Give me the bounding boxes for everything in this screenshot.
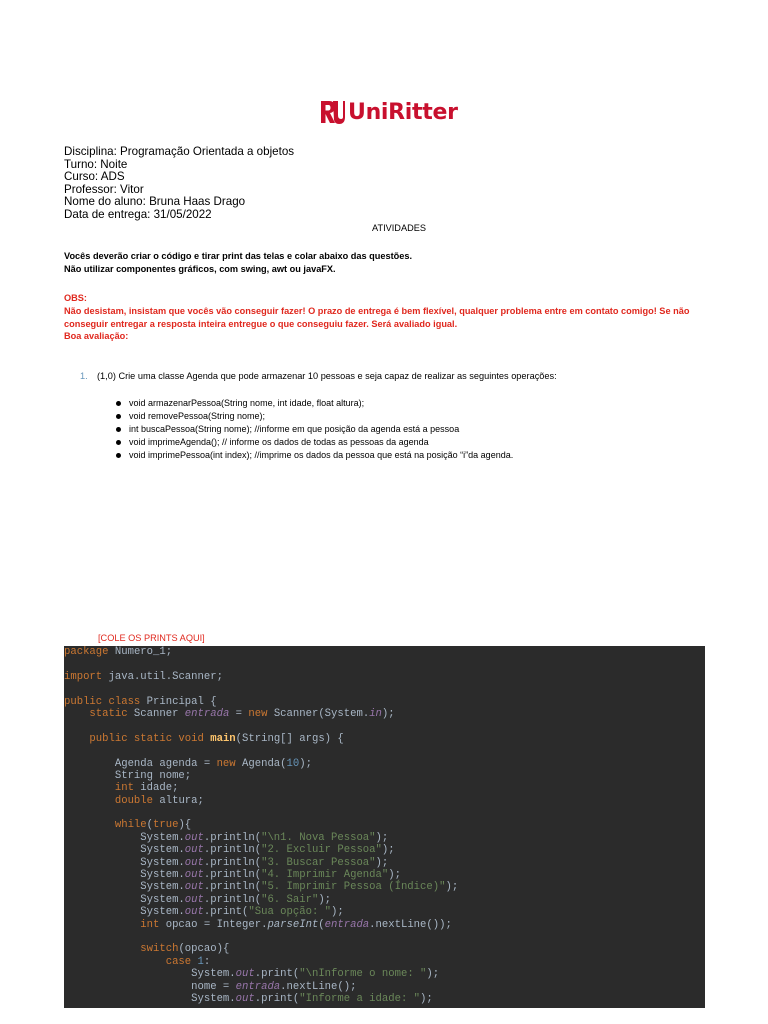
operations-list [116, 397, 513, 462]
list-item: void armazenarPessoa(String nome, int idade, float altura); [116, 397, 513, 410]
logo-brand-text: UniRitter [348, 99, 458, 125]
turno-line: Turno: Noite [64, 157, 128, 171]
code-line: double altura; [64, 794, 204, 807]
code-line: System.out.print("Informe a idade: "); [64, 992, 433, 1005]
code-line: System.out.print("Sua opção: "); [64, 906, 344, 919]
obs-note [64, 292, 714, 343]
code-line: switch(opcao){ [64, 943, 230, 956]
bullet-icon [116, 427, 121, 432]
list-item: int buscaPessoa(String nome); //informe em que posição da agenda está a pessoa [116, 423, 513, 436]
code-line: String nome; [64, 769, 192, 782]
obs-closing: Boa avaliação: [64, 331, 129, 342]
code-line: package Numero_1; [64, 646, 173, 658]
code-line-empty [64, 658, 705, 670]
code-line: System.out.println("4. Imprimir Agenda"); [64, 869, 401, 882]
code-line: System.out.println("6. Sair"); [64, 893, 332, 906]
code-line: case 1: [64, 955, 211, 968]
code-line: System.out.print("\nInforme o nome: "); [64, 968, 440, 981]
question-text: (1,0) Crie uma classe Agenda que pode armazenar 10 pessoas e seja capaz de realizar as seguintes operações: [97, 371, 557, 381]
curso-line: Curso: ADS [64, 170, 125, 184]
code-line: System.out.println("2. Excluir Pessoa"); [64, 844, 395, 857]
code-line: System.out.println("5. Imprimir Pessoa (Índice)"); [64, 881, 459, 894]
uniritter-logo [318, 96, 458, 128]
code-line-empty [64, 807, 705, 819]
code-line: nome = entrada.nextLine(); [64, 980, 357, 993]
code-line: System.out.println("\n1. Nova Pessoa"); [64, 831, 389, 844]
code-line: int idade; [64, 782, 179, 795]
aluno-line: Nome do aluno: Bruna Haas Drago [64, 195, 246, 209]
uniritter-logo-mark-icon [318, 98, 346, 126]
obs-text: Não desistam, insistam que vocês vão conseguir fazer! O prazo de entrega é bem flexível, qualquer problema entre em contato comigo! Se não conseguir entregar a resposta inteira entregue o que conseguiu fazer. Será avaliado igual. [64, 305, 690, 329]
code-line-empty [64, 683, 705, 695]
prints-label: [COLE OS PRINTS AQUI] [98, 633, 205, 643]
bullet-icon [116, 401, 121, 406]
section-title: ATIVIDADES [372, 223, 426, 233]
code-line: while(true){ [64, 819, 192, 832]
list-item: void imprimePessoa(int index); //imprime os dados da pessoa que está na posição “i”da agenda. [116, 449, 513, 462]
code-line: int opcao = Integer.parseInt(entrada.nextLine()); [64, 918, 452, 931]
list-item: void imprimeAgenda(); // informe os dados de todas as pessoas da agenda [116, 436, 513, 449]
code-line: import java.util.Scanner; [64, 670, 223, 683]
code-line-empty [64, 745, 705, 757]
instruction-line: Vocês deverão criar o código e tirar print das telas e colar abaixo das questões. [64, 251, 413, 261]
code-line: System.out.println("3. Buscar Pessoa"); [64, 856, 389, 869]
professor-line: Professor: Vitor [64, 182, 144, 196]
code-line: Agenda agenda = new Agenda(10); [64, 757, 312, 770]
entrega-line: Data de entrega: 31/05/2022 [64, 207, 212, 221]
bullet-icon [116, 414, 121, 419]
question-1 [80, 371, 557, 381]
code-screenshot [64, 646, 705, 1008]
question-number: 1. [80, 371, 88, 381]
code-line-empty [64, 720, 705, 732]
instruction-line: Não utilizar componentes gráficos, com swing, awt ou javaFX. [64, 263, 336, 274]
course-info [64, 146, 294, 222]
list-item: void removePessoa(String nome); [116, 410, 513, 423]
disciplina-line: Disciplina: Programação Orientada a objetos [64, 145, 295, 158]
code-line: static Scanner entrada = new Scanner(System.in); [64, 707, 395, 720]
code-line: public static void main(String[] args) { [64, 732, 344, 745]
code-line: public class Principal { [64, 695, 217, 708]
instructions [64, 250, 412, 275]
code-line-empty [64, 931, 705, 943]
bullet-icon [116, 453, 121, 458]
obs-label: OBS: [64, 293, 87, 303]
bullet-icon [116, 440, 121, 445]
